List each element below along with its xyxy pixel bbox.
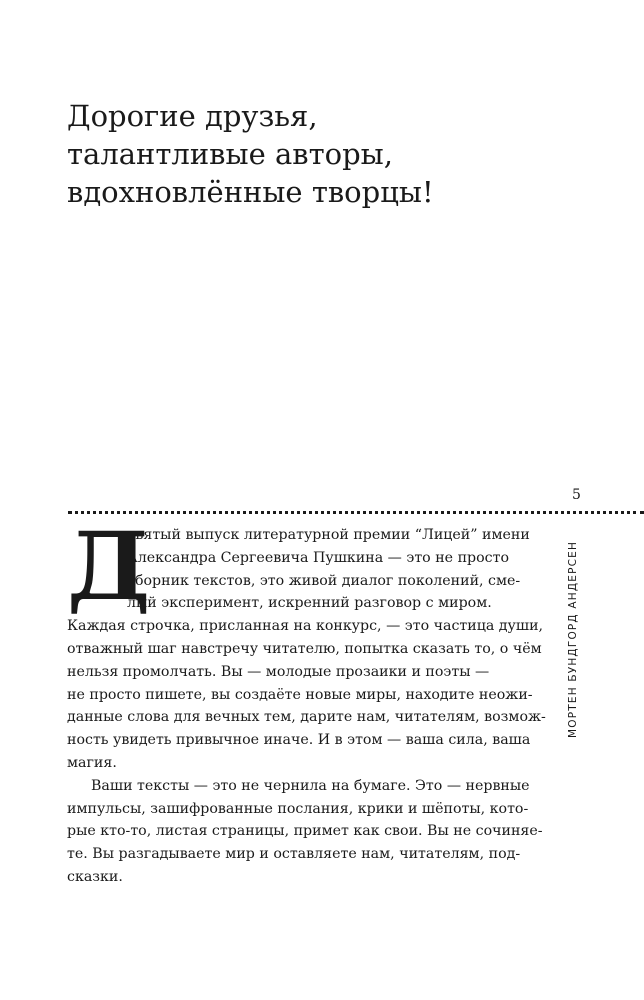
body-text <box>67 512 546 889</box>
body-line: Ваши тексты — это не чернила на бумаге. Это — нервные <box>91 777 530 794</box>
dotted-divider <box>68 511 644 514</box>
body-line: нельзя промолчать. Вы — молодые прозаики и поэты — <box>67 663 490 680</box>
body-line: те. Вы разгадываете мир и оставляете нам, читателям, под- <box>67 846 521 863</box>
body-line: Александра Сергеевича Пушкина — это не просто <box>127 549 509 566</box>
body-line: евятый выпуск литературной премии “Лицей” имени <box>127 527 530 543</box>
page-number: 5 <box>572 487 581 503</box>
page-heading <box>67 97 434 211</box>
body-line: отважный шаг навстречу читателю, попытка сказать то, о чём <box>67 640 542 657</box>
body-line: ность увидеть привычное иначе. И в этом — ваша сила, ваша <box>67 732 531 749</box>
running-head-author: МОРТЕН БУНДГОРД АНДЕРСЕН <box>567 540 579 738</box>
body-line: не просто пишете, вы создаёте новые миры, находите неожи- <box>67 686 533 703</box>
heading-line: вдохновлённые творцы! <box>67 175 434 209</box>
body-line: сказки. <box>67 868 123 885</box>
heading-line: талантливые авторы, <box>67 137 393 171</box>
body-line: рые кто-то, листая страницы, примет как свои. Вы не сочиняе- <box>67 823 543 840</box>
heading-line: Дорогие друзья, <box>67 99 318 133</box>
body-line: импульсы, зашифрованные послания, крики и шёпоты, кото- <box>67 800 529 817</box>
body-line: данные слова для вечных тем, дарите нам, читателям, возмож- <box>67 709 546 726</box>
body-line: лый эксперимент, искренний разговор с миром. <box>127 595 492 612</box>
drop-cap: Д <box>67 512 151 622</box>
body-line: магия. <box>67 754 117 771</box>
body-line: Каждая строчка, присланная на конкурс, — это частица души, <box>67 618 544 635</box>
body-line: сборник текстов, это живой диалог поколений, сме- <box>127 572 521 589</box>
